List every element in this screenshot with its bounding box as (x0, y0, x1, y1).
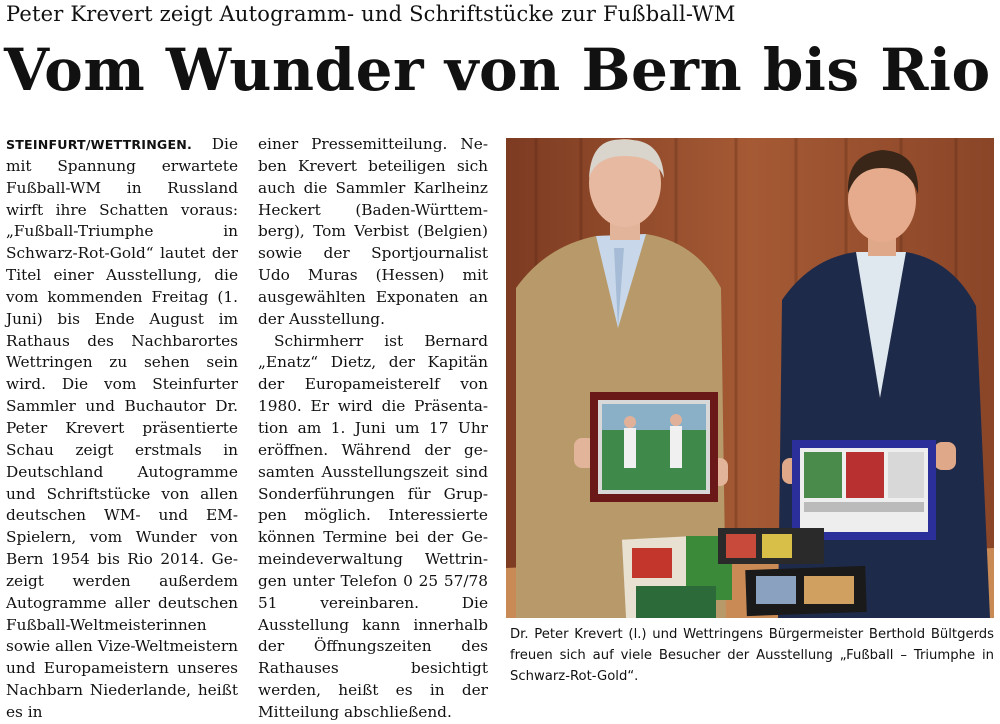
article-headline: Vom Wunder von Bern bis Rio (4, 36, 991, 104)
article-paragraph-1 (6, 134, 238, 724)
framed-photo-left (590, 392, 718, 502)
article-kicker: Peter Krevert zeigt Autogramm- und Schriftstücke zur Fußball-WM (6, 2, 736, 26)
article-photo (506, 138, 994, 618)
article-paragraph-3: Schirmherr ist Bernard „Enatz“ Dietz, der Kapitän der Europameisterelf von 1980. Er wird die Präsentation am 1. Juni um 17 Uhr eröffnen. Während der gesamten Ausstellungszeit sind Sonderführungen für Gruppen möglich. Interessierte können Termine bei der Gemeindeverwaltung Wettringen unter Telefon 0 25 57/78 51 vereinbaren. Die Ausstellung kann innerhalb der Öffnungszeiten des Rathauses besichtigt werden, heißt es in der Mitteilung abschließend. (258, 331, 488, 721)
article-paragraph-1-text: Die mit Spannung erwartete Fußball-WM in Russland wirft ihre Schatten voraus: „Fußball-Triumphe in Schwarz-Rot-Gold“ lautet der Titel einer Ausstellung, die vom kommenden Freitag (1. Juni) bis Ende August im Rathaus des Nachbarortes Wettringen zu sehen sein wird. Die vom Steinfurter Sammler und Buchautor Dr. Peter Krevert präsentierte Schau zeigt erstmals in Deutschland Autogramme und Schriftstücke von allen deutschen WM- und EM-Spielern, vom Wunder von Bern 1954 bis Rio 2014. Gezeigt werden außerdem Autogramme aller deutschen Fußball-Weltmeisterinnen sowie allen Vize-Weltmeistern und Europameistern unseres Nachbarn Niederlande, heißt es in (6, 135, 238, 721)
article-column-2 (258, 134, 488, 724)
framed-photo-right (792, 440, 936, 540)
photo-illustration (506, 138, 994, 618)
photo-caption: Dr. Peter Krevert (l.) und Wettringens Bürgermeister Berthold Bültgerds freuen sich auf viele Besucher der Ausstellung „Fußball – Triumphe in Schwarz-Rot-Gold“. (510, 627, 994, 684)
dateline: STEINFURT/WETTRINGEN. (6, 137, 192, 152)
article-column-1 (6, 134, 238, 724)
article-paragraph-2: einer Pressemitteilung. Neben Krevert beteiligen sich auch die Sammler Karlheinz Heckert (Baden-Württemberg), Tom Verbist (Belgien) sowie der Sportjournalist Udo Muras (Hessen) mit ausgewählten Exponaten an der Ausstellung. (258, 135, 488, 328)
